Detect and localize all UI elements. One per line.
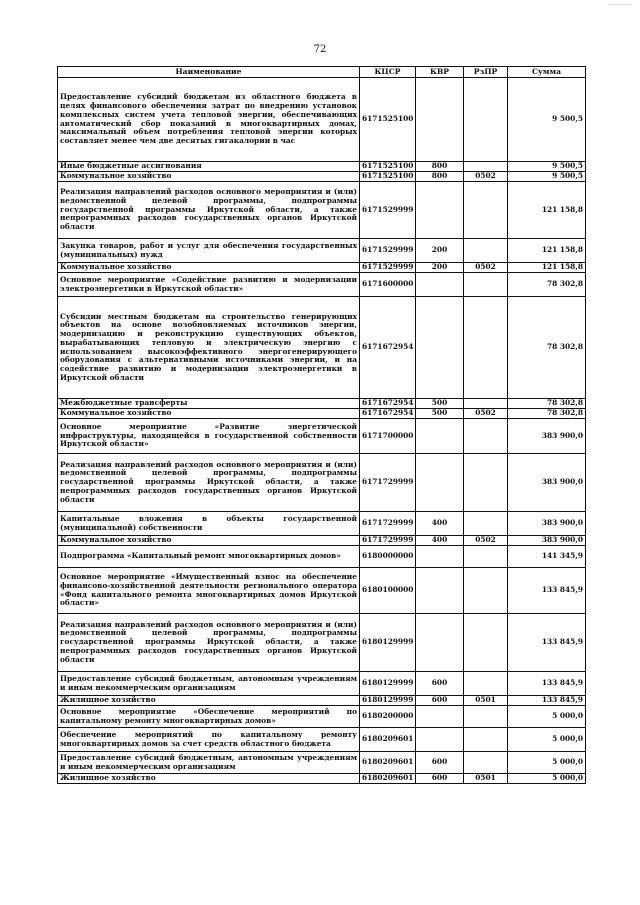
page-number: 72 [313, 44, 327, 55]
row-rzpr [464, 454, 508, 512]
row-kcsr: 6180209601 [360, 774, 416, 784]
table-row [58, 409, 586, 419]
row-kvr [416, 297, 464, 399]
row-kcsr: 6171529999 [360, 182, 416, 239]
row-kcsr: 6171525100 [360, 172, 416, 182]
row-rzpr [464, 752, 508, 774]
row-rzpr [464, 297, 508, 399]
row-kcsr: 6180129999 [360, 672, 416, 696]
row-kcsr: 6171729999 [360, 512, 416, 536]
row-kvr: 200 [416, 239, 464, 263]
row-name: Основное мероприятие «Содействие развитию и модернизации электроэнергетики в Иркутской области» [58, 273, 360, 297]
table-row [58, 454, 586, 512]
table-row [58, 512, 586, 536]
row-sum: 5 000,0 [508, 752, 586, 774]
row-sum: 383 900,0 [508, 536, 586, 546]
row-name: Иные бюджетные ассигнования [58, 162, 360, 172]
row-rzpr [464, 419, 508, 454]
table-row [58, 672, 586, 696]
scan-mark [608, 4, 632, 5]
row-name: Коммунальное хозяйство [58, 536, 360, 546]
table-row [58, 297, 586, 399]
row-rzpr [464, 706, 508, 728]
row-sum: 141 345,9 [508, 546, 586, 568]
row-name: Реализация направлений расходов основного мероприятия и (или) ведомственной целевой программы, подпрограммы государственной программы Иркутской области, а также непрограммных расходов государственных органов Иркутской области [58, 454, 360, 512]
row-kvr: 800 [416, 162, 464, 172]
table-row [58, 162, 586, 172]
row-name: Коммунальное хозяйство [58, 409, 360, 419]
row-kvr: 200 [416, 263, 464, 273]
row-kcsr: 6180000000 [360, 546, 416, 568]
row-name: Обеспечение мероприятий по капитальному ремонту многоквартирных домов за счет средств областного бюджета [58, 728, 360, 752]
row-rzpr [464, 546, 508, 568]
row-kvr [416, 706, 464, 728]
row-sum: 9 500,5 [508, 172, 586, 182]
table-row [58, 78, 586, 162]
table-row [58, 172, 586, 182]
row-rzpr [464, 182, 508, 239]
table-row [58, 182, 586, 239]
row-name: Закупка товаров, работ и услуг для обеспечения государственных (муниципальных) нужд [58, 239, 360, 263]
row-rzpr: 0502 [464, 536, 508, 546]
row-rzpr: 0501 [464, 774, 508, 784]
table-row [58, 399, 586, 409]
table-row [58, 728, 586, 752]
row-kvr: 600 [416, 696, 464, 706]
row-sum: 5 000,0 [508, 728, 586, 752]
table-row [58, 614, 586, 672]
row-kcsr: 6171525100 [360, 78, 416, 162]
table-row [58, 568, 586, 614]
row-kcsr: 6171600000 [360, 273, 416, 297]
row-sum: 5 000,0 [508, 706, 586, 728]
row-sum: 78 302,8 [508, 297, 586, 399]
row-kvr [416, 419, 464, 454]
row-kcsr: 6180129999 [360, 696, 416, 706]
row-kvr: 600 [416, 752, 464, 774]
row-sum: 5 000,0 [508, 774, 586, 784]
row-sum: 383 900,0 [508, 419, 586, 454]
row-kcsr: 6171529999 [360, 263, 416, 273]
row-name: Межбюджетные трансферты [58, 399, 360, 409]
row-kcsr: 6171672954 [360, 297, 416, 399]
row-kcsr: 6180209601 [360, 752, 416, 774]
row-name: Жилищное хозяйство [58, 696, 360, 706]
row-sum: 9 500,5 [508, 78, 586, 162]
row-kvr: 500 [416, 409, 464, 419]
table-row [58, 419, 586, 454]
row-sum: 133 845,9 [508, 614, 586, 672]
table-row [58, 263, 586, 273]
row-rzpr: 0502 [464, 409, 508, 419]
row-name: Коммунальное хозяйство [58, 172, 360, 182]
row-name: Основное мероприятие «Обеспечение мероприятий по капитальному ремонту многоквартирных домов» [58, 706, 360, 728]
table-row [58, 706, 586, 728]
row-kcsr: 6180100000 [360, 568, 416, 614]
row-kcsr: 6180129999 [360, 614, 416, 672]
row-name: Коммунальное хозяйство [58, 263, 360, 273]
row-rzpr: 0502 [464, 172, 508, 182]
row-name: Предоставление субсидий бюджетным, автономным учреждениям и иным некоммерческим организациям [58, 752, 360, 774]
row-kcsr: 6171672954 [360, 409, 416, 419]
row-kvr: 800 [416, 172, 464, 182]
row-name: Предоставление субсидий бюджетам из областного бюджета в целях финансового обеспечения затрат по внедрению установок комплексных систем учета тепловой энергии, обеспечивающих автоматический сбор показаний в многоквартирных домах, максимальный объем потребления тепловой энергии которых составляет менее чем две десятых гигакалории в час [58, 78, 360, 162]
row-kvr: 400 [416, 536, 464, 546]
row-kvr [416, 728, 464, 752]
header-name: Наименование [58, 67, 360, 78]
row-rzpr [464, 512, 508, 536]
row-rzpr [464, 568, 508, 614]
row-kvr [416, 614, 464, 672]
row-sum: 383 900,0 [508, 512, 586, 536]
row-kvr [416, 78, 464, 162]
row-kcsr: 6171729999 [360, 536, 416, 546]
row-sum: 121 158,8 [508, 239, 586, 263]
row-sum: 133 845,9 [508, 568, 586, 614]
table-row [58, 546, 586, 568]
table-header-row [58, 67, 586, 78]
table-row [58, 752, 586, 774]
header-sum: Сумма [508, 67, 586, 78]
row-kcsr: 6180200000 [360, 706, 416, 728]
row-name: Субсидии местным бюджетам на строительство генерирующих объектов на основе возобновляемых источников энергии, модернизацию и реконструкцию существующих объектов, вырабатывающих тепловую и электрическую энергию с использованием высокоэффективного энергогенерирующего оборудования с альтернативными источниками энергии, и на содействие развитию и модернизации электроэнергетики в Иркутской области [58, 297, 360, 399]
row-sum: 9 500,5 [508, 162, 586, 172]
row-kvr [416, 568, 464, 614]
row-sum: 78 302,8 [508, 409, 586, 419]
row-sum: 133 845,9 [508, 672, 586, 696]
row-kcsr: 6171672954 [360, 399, 416, 409]
table-row [58, 273, 586, 297]
row-rzpr [464, 728, 508, 752]
row-sum: 78 302,8 [508, 399, 586, 409]
row-kvr [416, 454, 464, 512]
table-row [58, 774, 586, 784]
row-kcsr: 6171729999 [360, 454, 416, 512]
row-rzpr [464, 162, 508, 172]
row-kvr [416, 182, 464, 239]
row-sum: 78 302,8 [508, 273, 586, 297]
row-rzpr: 0502 [464, 263, 508, 273]
row-kvr [416, 273, 464, 297]
row-name: Жилищное хозяйство [58, 774, 360, 784]
row-name: Основное мероприятие «Развитие энергетической инфраструктуры, находящейся в государственной собственности Иркутской области» [58, 419, 360, 454]
header-kvr: КВР [416, 67, 464, 78]
row-sum: 383 900,0 [508, 454, 586, 512]
row-rzpr: 0501 [464, 696, 508, 706]
row-kvr: 600 [416, 672, 464, 696]
row-kvr: 600 [416, 774, 464, 784]
row-rzpr [464, 273, 508, 297]
row-kcsr: 6171700000 [360, 419, 416, 454]
row-name: Основное мероприятие «Имущественный взнос на обеспечение финансово-хозяйственной деятельности регионального оператора «Фонд капитального ремонта многоквартирных домов Иркутской области» [58, 568, 360, 614]
budget-table [57, 66, 586, 784]
header-rzpr: РзПР [464, 67, 508, 78]
table-row [58, 239, 586, 263]
row-rzpr [464, 672, 508, 696]
row-kvr: 500 [416, 399, 464, 409]
row-name: Подпрограмма «Капитальный ремонт многоквартирных домов» [58, 546, 360, 568]
row-rzpr [464, 399, 508, 409]
row-rzpr [464, 614, 508, 672]
row-rzpr [464, 78, 508, 162]
row-kvr [416, 546, 464, 568]
table-row [58, 696, 586, 706]
row-kcsr: 6171529999 [360, 239, 416, 263]
header-kcsr: КЦСР [360, 67, 416, 78]
row-kvr: 400 [416, 512, 464, 536]
row-rzpr [464, 239, 508, 263]
row-sum: 121 158,8 [508, 263, 586, 273]
row-sum: 121 158,8 [508, 182, 586, 239]
row-kcsr: 6180209601 [360, 728, 416, 752]
table-row [58, 536, 586, 546]
row-kcsr: 6171525100 [360, 162, 416, 172]
row-name: Предоставление субсидий бюджетным, автономным учреждениям и иным некоммерческим организациям [58, 672, 360, 696]
row-sum: 133 845,9 [508, 696, 586, 706]
row-name: Реализация направлений расходов основного мероприятия и (или) ведомственной целевой программы, подпрограммы государственной программы Иркутской области, а также непрограммных расходов государственных органов Иркутской области [58, 614, 360, 672]
row-name: Реализация направлений расходов основного мероприятия и (или) ведомственной целевой программы, подпрограммы государственной программы Иркутской области, а также непрограммных расходов государственных органов Иркутской области [58, 182, 360, 239]
row-name: Капитальные вложения в объекты государственной (муниципальной) собственности [58, 512, 360, 536]
